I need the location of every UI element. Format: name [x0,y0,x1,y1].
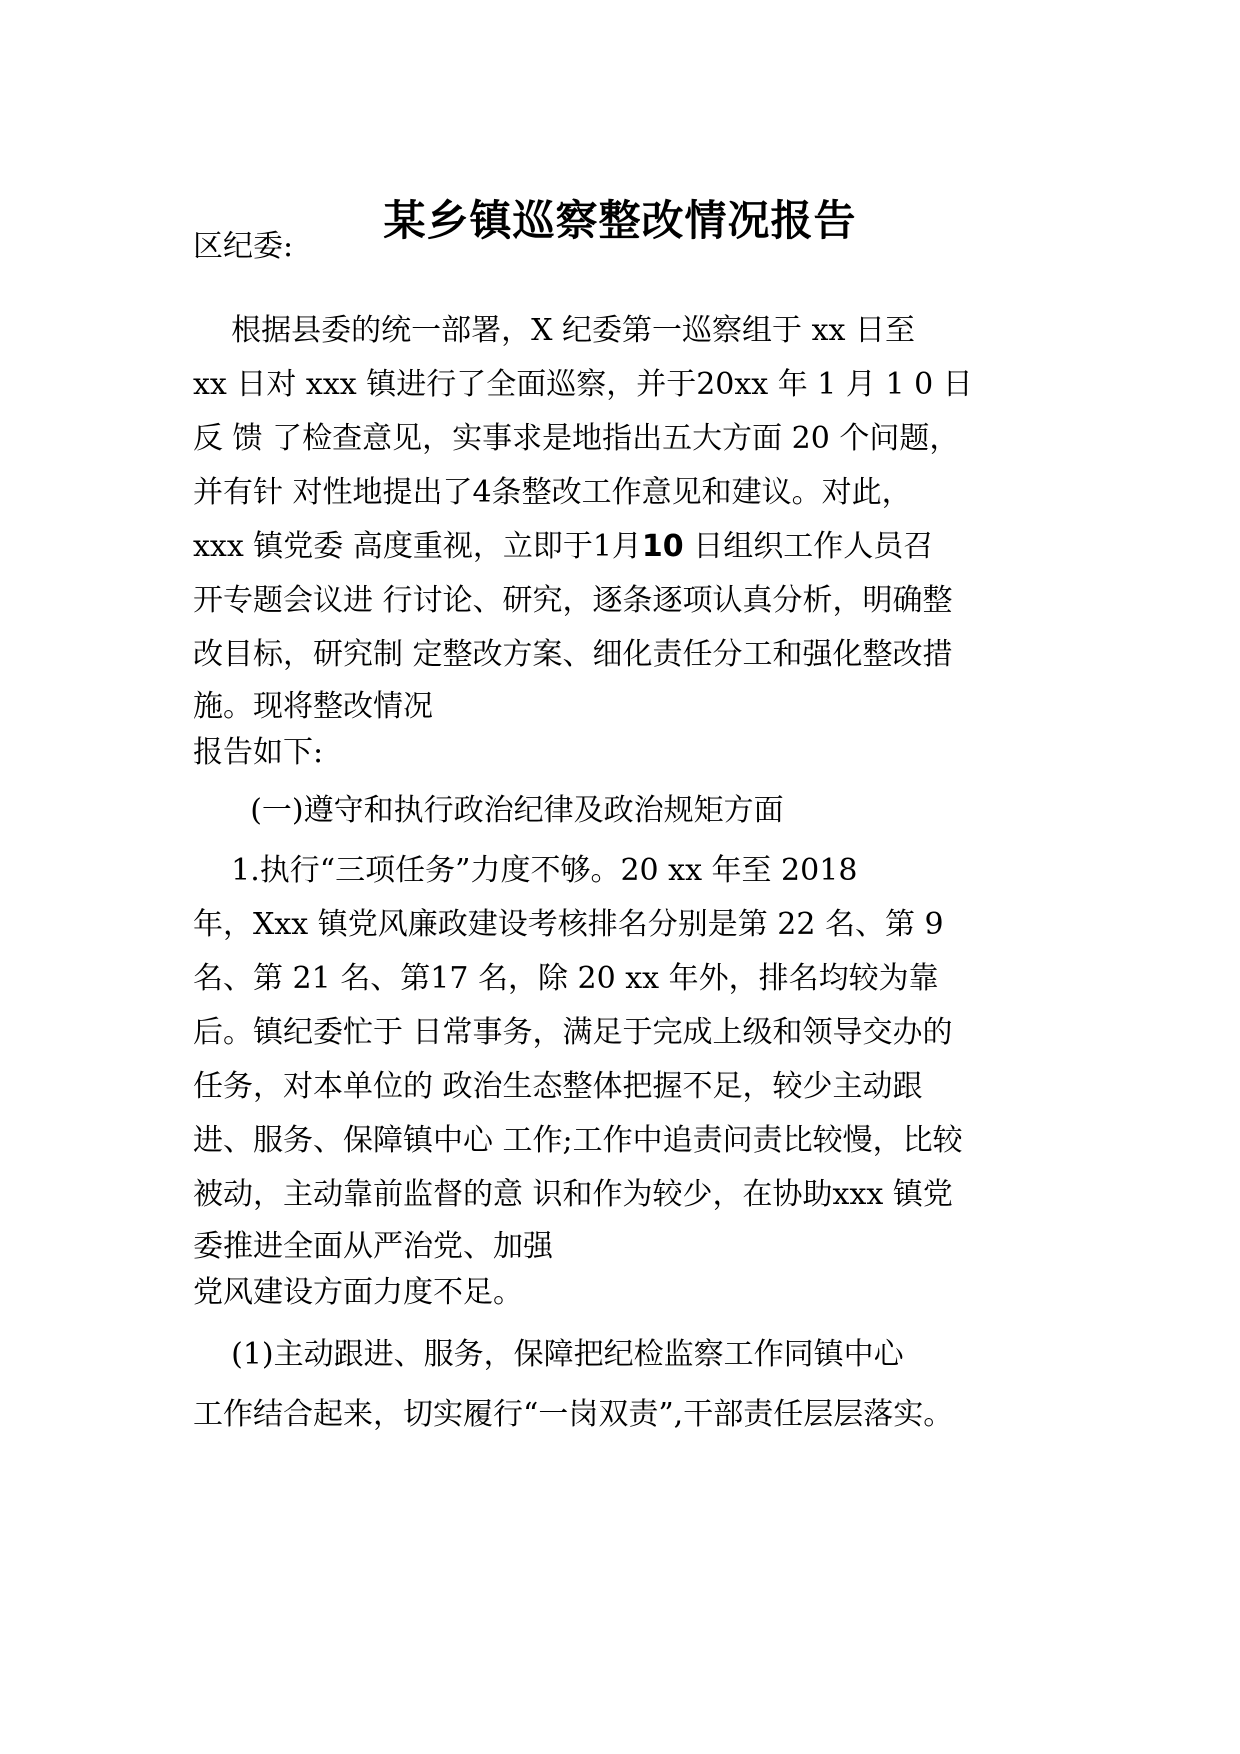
paragraph-line: 施。现将整改情况 [193,689,433,724]
item-heading: 1.执行“三项任务”力度不够。20 xx 年至 2018 [193,853,858,888]
paragraph-line: 后。镇纪委忙于 日常事务，满足于完成上级和领导交办的 [193,1015,953,1050]
document-title: 某乡镇巡察整改情况报告 [383,196,857,245]
paragraph-line: xx 日对 xxx 镇进行了全面巡察，并于20xx 年 1 月 1 0 日 [193,367,973,402]
salutation: 区纪委: [193,229,294,264]
paragraph-line: 改目标，研究制 定整改方案、细化责任分工和强化整改措 [193,637,953,672]
paragraph-line: 年，Xxx 镇党风廉政建设考核排名分别是第 22 名、第 9 [193,907,944,942]
paragraph-line: 进、服务、保障镇中心 工作;工作中追责问责比较慢，比较 [193,1123,963,1158]
paragraph-line: 根据县委的统一部署，X 纪委第一巡察组于 xx 日至 [193,313,915,348]
paragraph-line: 名、第 21 名、第17 名，除 20 xx 年外，排名均较为靠 [193,961,939,996]
paragraph-line [193,529,934,564]
line-segment: xxx 镇党委 高度重视，立即于1月 [193,529,642,564]
paragraph-line: 被动，主动靠前监督的意 识和作为较少，在协助xxx 镇党 [193,1177,953,1212]
paragraph-line: 委推进全面从严治党、加强 [193,1229,553,1264]
section-heading: (一)遵守和执行政治纪律及政治规矩方面 [193,793,784,828]
bold-number: 10 [641,529,684,564]
paragraph-line: 报告如下: [193,735,324,770]
paragraph-line: 反 馈 了检查意见，实事求是地指出五大方面 20 个问题， [193,421,960,456]
paragraph-line: 开专题会议进 行讨论、研究，逐条逐项认真分析，明确整 [193,583,953,618]
paragraph-line: 任务，对本单位的 政治生态整体把握不足，较少主动跟 [193,1069,923,1104]
paragraph-line: 党风建设方面力度不足。 [193,1275,523,1310]
line-segment: 日组织工作人员召 [683,529,934,564]
paragraph-line: 工作结合起来，切实履行“一岗双责”,干部责任层层落实。 [193,1397,954,1432]
paragraph-line: 并有针 对性地提出了4条整改工作意见和建议。对此， [193,475,912,510]
paragraph-line: (1)主动跟进、服务，保障把纪检监察工作同镇中心 [193,1337,904,1372]
